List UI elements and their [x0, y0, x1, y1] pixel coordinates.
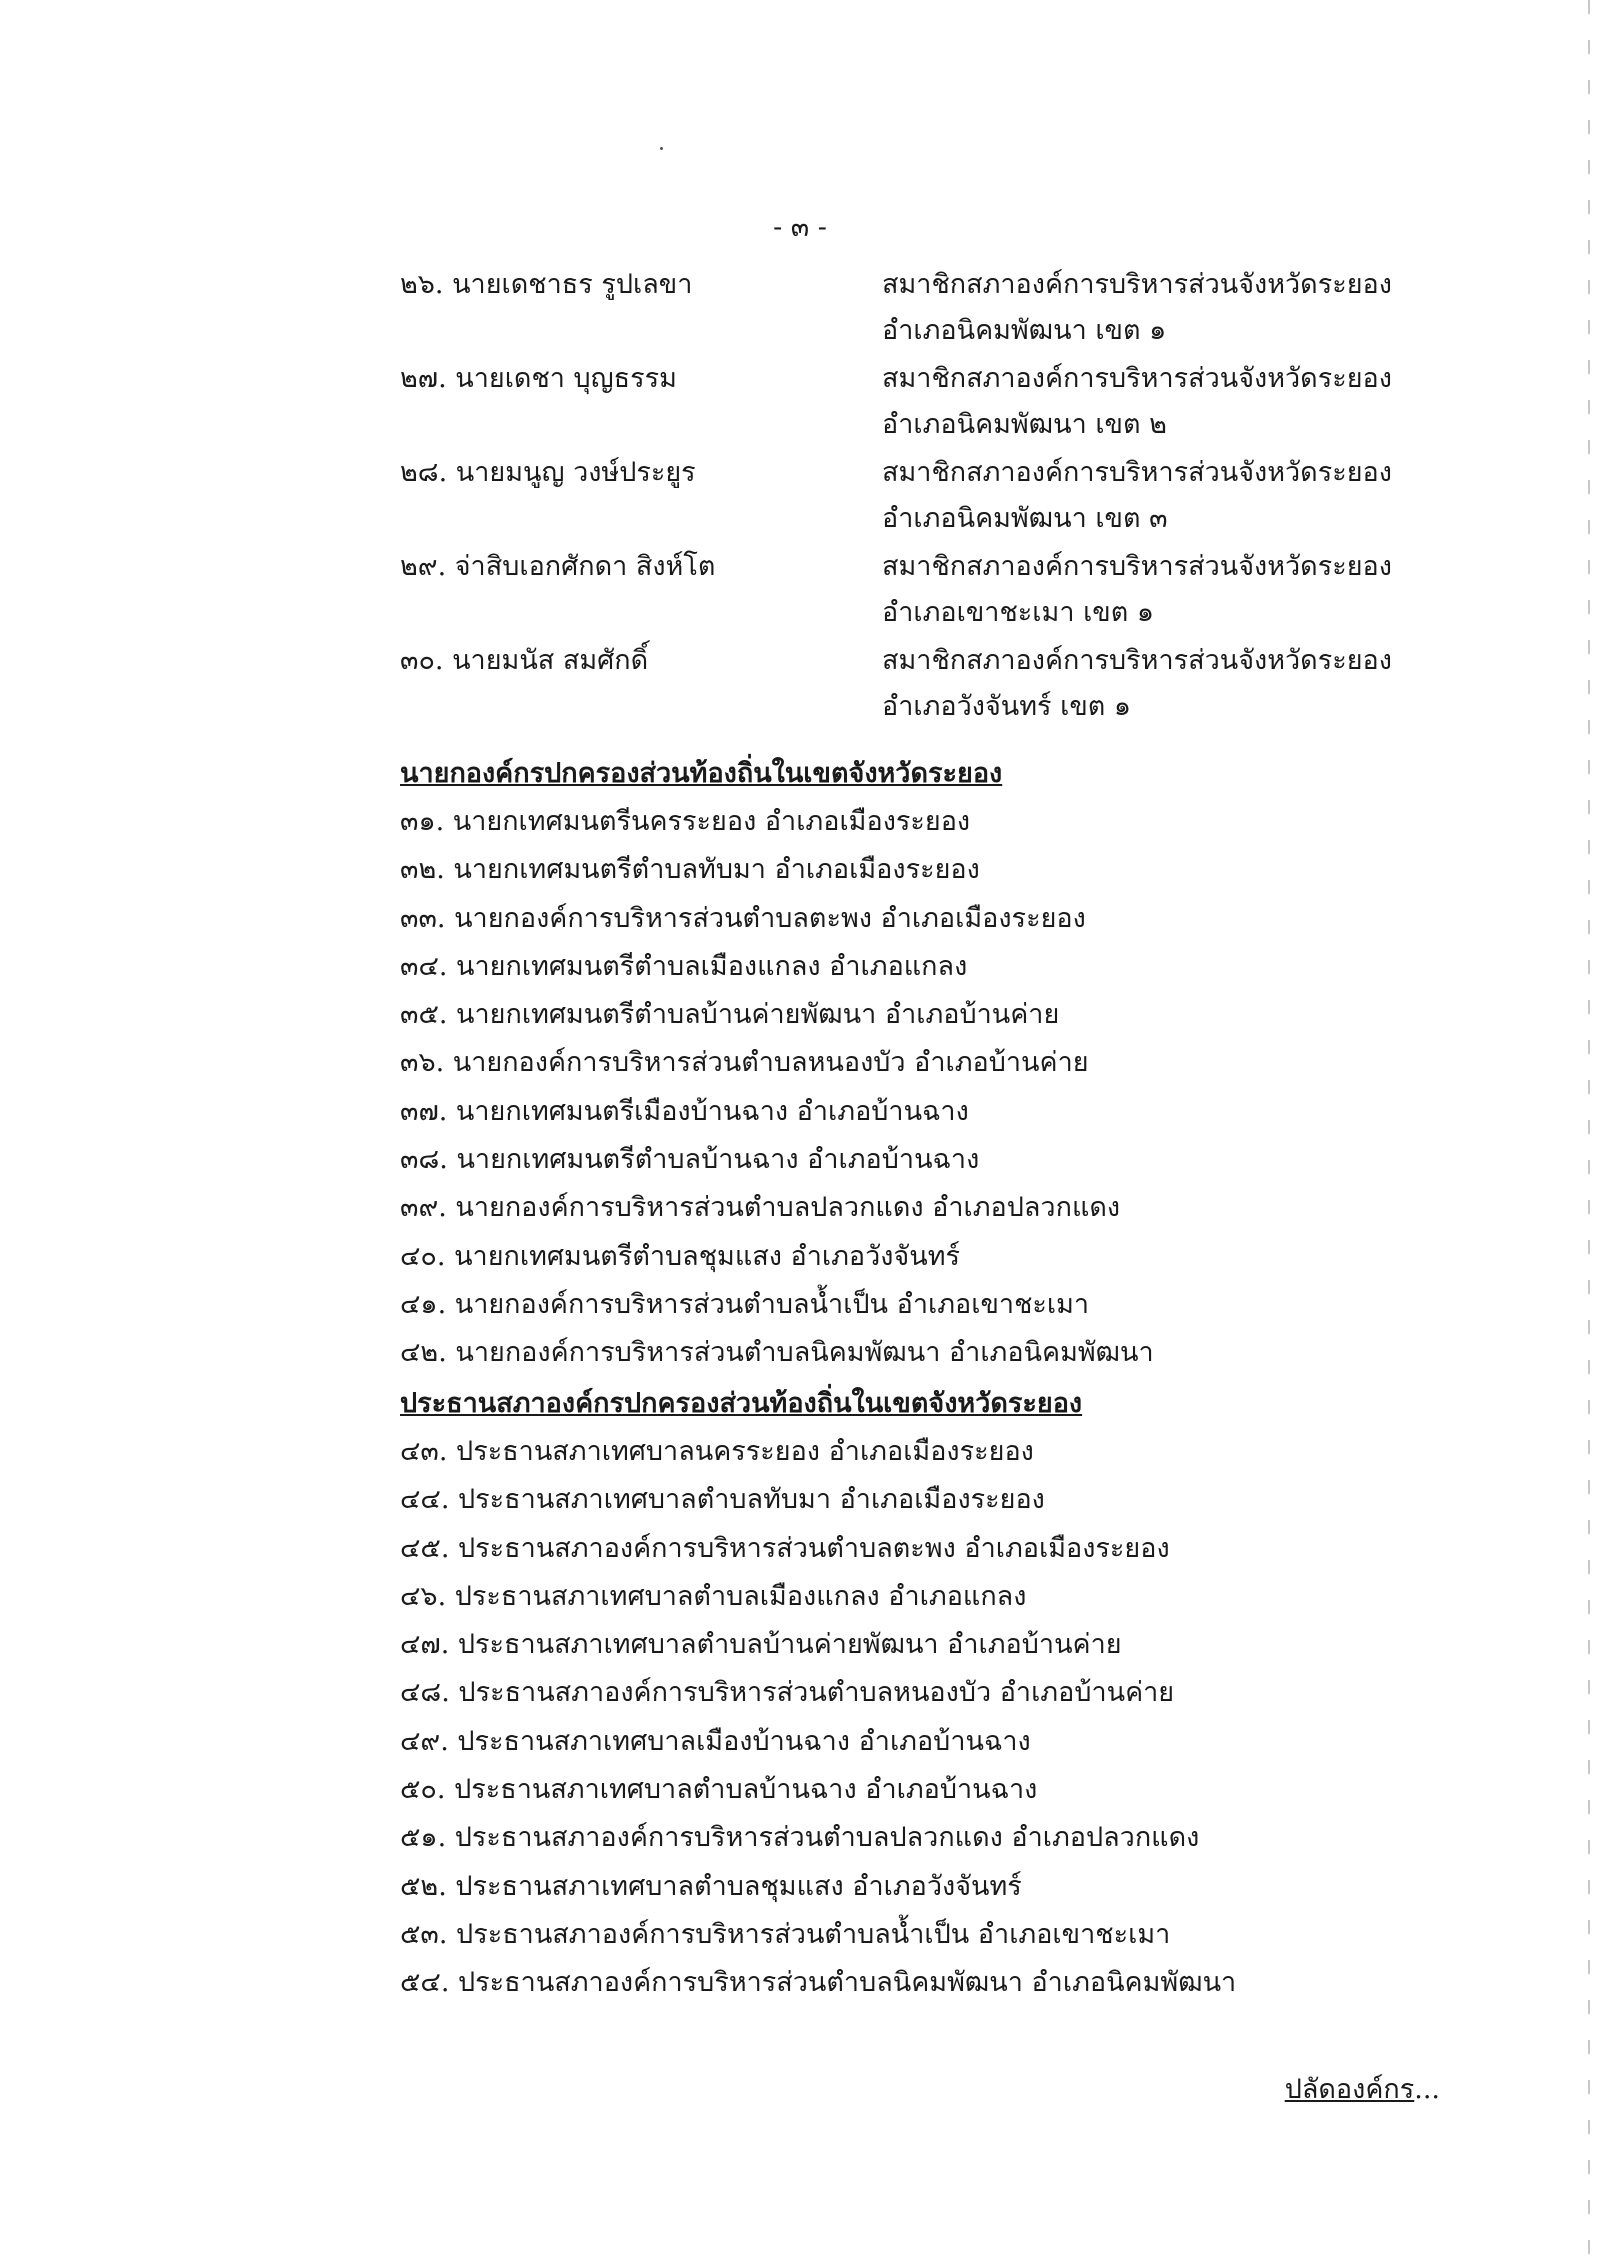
list-item: ๓๓. นายกองค์การบริหารส่วนตำบลตะพง อำเภอเมืองระยอง: [400, 902, 1086, 934]
list-item: ๔๖. ประธานสภาเทศบาลตำบลเมืองแกลง อำเภอแกลง: [400, 1580, 1027, 1612]
list-item: ๓๒. นายกเทศมนตรีตำบลทับมา อำเภอเมืองระยอง: [400, 854, 980, 886]
list-item: ๔๒. นายกองค์การบริหารส่วนตำบลนิคมพัฒนา อำเภอนิคมพัฒนา: [400, 1337, 1154, 1369]
list-item: ๓๘. นายกเทศมนตรีตำบลบ้านฉาง อำเภอบ้านฉาง: [400, 1144, 980, 1176]
list-item: ๕๑. ประธานสภาองค์การบริหารส่วนตำบลปลวกแดง อำเภอปลวกแดง: [400, 1822, 1200, 1854]
council-presidents-heading: ประธานสภาองค์กรปกครองส่วนท้องถิ่นในเขตจังหวัดระยอง: [400, 1388, 1083, 1419]
list-item: ๕๔. ประธานสภาองค์การบริหารส่วนตำบลนิคมพัฒนา อำเภอนิคมพัฒนา: [400, 1967, 1237, 1999]
scan-speck: [660, 147, 663, 150]
member-row: [400, 450, 1400, 544]
member-role-title: สมาชิกสภาองค์การบริหารส่วนจังหวัดระยอง: [882, 551, 1392, 582]
list-item: ๓๕. นายกเทศมนตรีตำบลบ้านค่ายพัฒนา อำเภอบ้านค่าย: [400, 999, 1060, 1031]
mayors-section: [400, 750, 1400, 1378]
scan-edge-mark: [1588, 0, 1590, 2258]
member-name: ๒๗. นายเดชา บุญธรรม: [400, 363, 677, 394]
continuation-ellipsis: ...: [1414, 2074, 1440, 2105]
member-role-title: สมาชิกสภาองค์การบริหารส่วนจังหวัดระยอง: [882, 363, 1392, 394]
list-item: ๓๙. นายกองค์การบริหารส่วนตำบลปลวกแดง อำเภอปลวกแดง: [400, 1192, 1121, 1224]
list-item: ๓๖. นายกองค์การบริหารส่วนตำบลหนองบัว อำเภอบ้านค่าย: [400, 1047, 1089, 1079]
list-item: ๓๔. นายกเทศมนตรีตำบลเมืองแกลง อำเภอแกลง: [400, 950, 968, 982]
member-role: [882, 638, 1402, 732]
member-row: [400, 544, 1400, 638]
member-role-district: อำเภอนิคมพัฒนา เขต ๓: [882, 503, 1168, 534]
list-item: ๔๐. นายกเทศมนตรีตำบลชุมแสง อำเภอวังจันทร์: [400, 1240, 961, 1272]
member-role-district: อำเภอวังจันทร์ เขต ๑: [882, 691, 1132, 722]
list-item: ๔๘. ประธานสภาองค์การบริหารส่วนตำบลหนองบัว อำเภอบ้านค่าย: [400, 1677, 1175, 1709]
member-role-district: อำเภอนิคมพัฒนา เขต ๒: [882, 409, 1167, 440]
member-role: [882, 262, 1402, 356]
member-name: ๓๐. นายมนัส สมศักดิ์: [400, 645, 649, 676]
list-item: ๔๕. ประธานสภาองค์การบริหารส่วนตำบลตะพง อำเภอเมืองระยอง: [400, 1532, 1170, 1564]
list-item: ๔๗. ประธานสภาเทศบาลตำบลบ้านค่ายพัฒนา อำเภอบ้านค่าย: [400, 1629, 1122, 1661]
member-role: [882, 450, 1402, 544]
mayors-section-heading: นายกองค์กรปกครองส่วนท้องถิ่นในเขตจังหวัดระยอง: [400, 758, 1003, 789]
list-item: ๕๐. ประธานสภาเทศบาลตำบลบ้านฉาง อำเภอบ้านฉาง: [400, 1774, 1038, 1806]
list-item: ๔๔. ประธานสภาเทศบาลตำบลทับมา อำเภอเมืองระยอง: [400, 1484, 1045, 1516]
list-item: ๔๑. นายกองค์การบริหารส่วนตำบลน้ำเป็น อำเภอเขาชะเมา: [400, 1288, 1090, 1320]
list-item: ๔๓. ประธานสภาเทศบาลนครระยอง อำเภอเมืองระยอง: [400, 1436, 1034, 1467]
member-role-title: สมาชิกสภาองค์การบริหารส่วนจังหวัดระยอง: [882, 457, 1392, 488]
member-row: [400, 356, 1400, 450]
member-role: [882, 544, 1402, 638]
council-member-list: [400, 262, 1400, 732]
council-presidents-section: [400, 1380, 1400, 2008]
member-name: ๒๙. จ่าสิบเอกศักดา สิงห์โต: [400, 551, 716, 582]
member-role-district: อำเภอนิคมพัฒนา เขต ๑: [882, 315, 1167, 346]
member-role-title: สมาชิกสภาองค์การบริหารส่วนจังหวัดระยอง: [882, 645, 1392, 676]
continuation-word: ปลัดองค์กร: [1284, 2074, 1415, 2105]
page-number: - ๓ -: [773, 212, 827, 243]
member-row: [400, 638, 1400, 732]
member-role-district: อำเภอเขาชะเมา เขต ๑: [882, 597, 1155, 628]
list-item: ๕๒. ประธานสภาเทศบาลตำบลชุมแสง อำเภอวังจันทร์: [400, 1870, 1022, 1902]
list-item: ๓๗. นายกเทศมนตรีเมืองบ้านฉาง อำเภอบ้านฉาง: [400, 1095, 969, 1127]
member-name: ๒๘. นายมนูญ วงษ์ประยูร: [400, 457, 696, 488]
continuation-note: [1285, 2067, 1440, 2110]
member-role-title: สมาชิกสภาองค์การบริหารส่วนจังหวัดระยอง: [882, 269, 1392, 300]
list-item: ๕๓. ประธานสภาองค์การบริหารส่วนตำบลน้ำเป็น อำเภอเขาชะเมา: [400, 1918, 1171, 1950]
list-item: ๓๑. นายกเทศมนตรีนครระยอง อำเภอเมืองระยอง: [400, 806, 971, 837]
member-name: ๒๖. นายเดชาธร รูปเลขา: [400, 269, 693, 300]
member-role: [882, 356, 1402, 450]
list-item: ๔๙. ประธานสภาเทศบาลเมืองบ้านฉาง อำเภอบ้านฉาง: [400, 1725, 1031, 1757]
member-row: [400, 262, 1400, 356]
